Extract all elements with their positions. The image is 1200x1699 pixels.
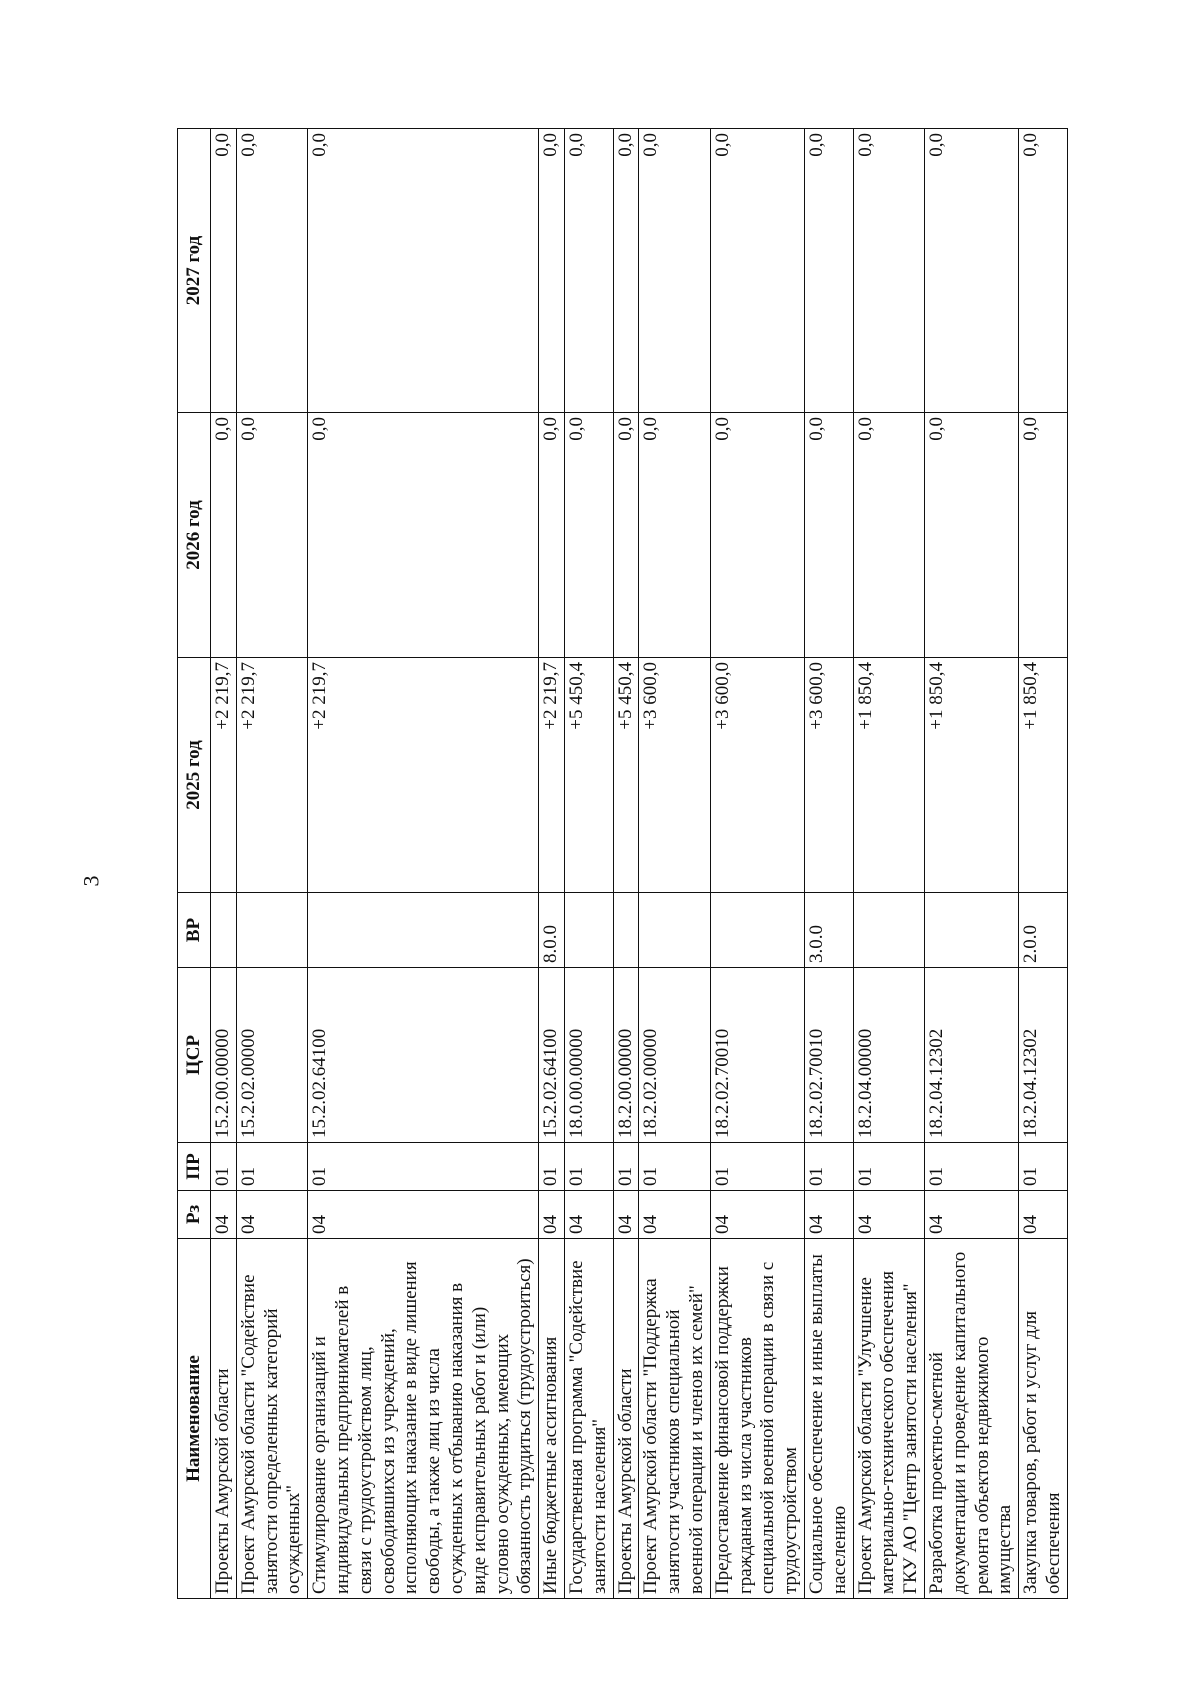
table-row	[539, 129, 565, 1599]
cell-2026: 0,0	[236, 413, 307, 658]
cell-2027: 0,0	[308, 129, 539, 413]
cell-rz: 04	[639, 1191, 710, 1239]
cell-pr: 01	[710, 1143, 804, 1191]
header-csr: ЦСР	[178, 968, 211, 1143]
cell-vr	[308, 893, 539, 968]
cell-2026: 0,0	[308, 413, 539, 658]
cell-2026: 0,0	[1019, 413, 1068, 658]
cell-csr: 18.2.04.00000	[853, 968, 924, 1143]
cell-name: Разработка проектно-сметной документации и проведение капитального ремонта объектов недвижимого имущества	[924, 1239, 1018, 1599]
table-row	[1019, 129, 1068, 1599]
cell-vr: 2.0.0	[1019, 893, 1068, 968]
cell-pr: 01	[924, 1143, 1018, 1191]
table-row	[308, 129, 539, 1599]
cell-2027: 0,0	[211, 129, 237, 413]
cell-2026: 0,0	[924, 413, 1018, 658]
cell-vr	[236, 893, 307, 968]
cell-rz: 04	[924, 1191, 1018, 1239]
table-row	[613, 129, 639, 1599]
cell-rz: 04	[211, 1191, 237, 1239]
header-2026: 2026 год	[178, 413, 211, 658]
cell-vr	[853, 893, 924, 968]
cell-2027: 0,0	[853, 129, 924, 413]
cell-csr: 18.2.00.00000	[613, 968, 639, 1143]
cell-2025: +3 600,0	[639, 658, 710, 893]
header-name: Наименование	[178, 1239, 211, 1599]
table-row	[639, 129, 710, 1599]
cell-pr: 01	[639, 1143, 710, 1191]
cell-rz: 04	[804, 1191, 853, 1239]
cell-pr: 01	[1019, 1143, 1068, 1191]
cell-rz: 04	[853, 1191, 924, 1239]
cell-vr: 3.0.0	[804, 893, 853, 968]
cell-2025: +2 219,7	[211, 658, 237, 893]
cell-2027: 0,0	[613, 129, 639, 413]
table-row	[804, 129, 853, 1599]
cell-name: Проект Амурской области "Содействие занятости определенных категорий осужденных"	[236, 1239, 307, 1599]
rotated-table-container	[177, 129, 1064, 1599]
cell-rz: 04	[1019, 1191, 1068, 1239]
cell-2025: +2 219,7	[308, 658, 539, 893]
cell-pr: 01	[853, 1143, 924, 1191]
cell-name: Проекты Амурской области	[211, 1239, 237, 1599]
cell-pr: 01	[564, 1143, 613, 1191]
cell-2025: +5 450,4	[613, 658, 639, 893]
cell-name: Иные бюджетные ассигнования	[539, 1239, 565, 1599]
cell-2027: 0,0	[539, 129, 565, 413]
page-number: 3	[78, 875, 104, 887]
table-row	[211, 129, 237, 1599]
cell-2027: 0,0	[236, 129, 307, 413]
cell-csr: 15.2.02.00000	[236, 968, 307, 1143]
cell-rz: 04	[710, 1191, 804, 1239]
cell-csr: 18.2.04.12302	[1019, 968, 1068, 1143]
cell-csr: 15.2.02.64100	[539, 968, 565, 1143]
header-2027: 2027 год	[178, 129, 211, 413]
cell-name: Проект Амурской области "Улучшение материально-технического обеспечения ГКУ АО "Центр занятости населения"	[853, 1239, 924, 1599]
cell-2026: 0,0	[539, 413, 565, 658]
table-row	[853, 129, 924, 1599]
header-vr: ВР	[178, 893, 211, 968]
cell-csr: 18.2.02.70010	[804, 968, 853, 1143]
cell-name: Проект Амурской области "Поддержка занятости участников специальной военной операции и членов их семей"	[639, 1239, 710, 1599]
cell-2027: 0,0	[710, 129, 804, 413]
cell-name: Стимулирование организаций и индивидуальных предпринимателей в связи с трудоустройством лиц, освободившихся из учреждений, исполняющих наказание в виде лишения свободы, а также лиц из числа осужденных к отбыванию наказания в виде исправительных работ и (или) условно осужденных, имеющих обязанность трудиться (трудоустроиться)	[308, 1239, 539, 1599]
cell-2027: 0,0	[564, 129, 613, 413]
cell-2026: 0,0	[804, 413, 853, 658]
table-row	[710, 129, 804, 1599]
cell-2026: 0,0	[710, 413, 804, 658]
cell-name: Социальное обеспечение и иные выплаты населению	[804, 1239, 853, 1599]
cell-rz: 04	[564, 1191, 613, 1239]
table-row	[564, 129, 613, 1599]
table-header-row	[178, 129, 211, 1599]
cell-2026: 0,0	[564, 413, 613, 658]
cell-rz: 04	[539, 1191, 565, 1239]
cell-pr: 01	[236, 1143, 307, 1191]
header-pr: ПР	[178, 1143, 211, 1191]
cell-vr: 8.0.0	[539, 893, 565, 968]
cell-2025: +2 219,7	[236, 658, 307, 893]
cell-pr: 01	[613, 1143, 639, 1191]
cell-name: Государственная программа "Содействие занятости населения"	[564, 1239, 613, 1599]
cell-name: Закупка товаров, работ и услуг для обеспечения	[1019, 1239, 1068, 1599]
cell-2027: 0,0	[1019, 129, 1068, 413]
cell-name: Проекты Амурской области	[613, 1239, 639, 1599]
cell-pr: 01	[804, 1143, 853, 1191]
cell-2025: +1 850,4	[924, 658, 1018, 893]
cell-2025: +3 600,0	[804, 658, 853, 893]
cell-2027: 0,0	[639, 129, 710, 413]
cell-2025: +3 600,0	[710, 658, 804, 893]
cell-2025: +5 450,4	[564, 658, 613, 893]
cell-2026: 0,0	[639, 413, 710, 658]
cell-2025: +2 219,7	[539, 658, 565, 893]
cell-2026: 0,0	[853, 413, 924, 658]
cell-vr	[564, 893, 613, 968]
cell-csr: 18.2.04.12302	[924, 968, 1018, 1143]
cell-vr	[710, 893, 804, 968]
cell-rz: 04	[613, 1191, 639, 1239]
cell-csr: 18.0.00.00000	[564, 968, 613, 1143]
cell-2027: 0,0	[804, 129, 853, 413]
cell-2027: 0,0	[924, 129, 1018, 413]
budget-table	[177, 128, 1068, 1599]
cell-2026: 0,0	[613, 413, 639, 658]
cell-2026: 0,0	[211, 413, 237, 658]
table-row	[236, 129, 307, 1599]
cell-vr	[924, 893, 1018, 968]
table-row	[924, 129, 1018, 1599]
table-body	[211, 129, 1068, 1599]
cell-csr: 18.2.02.70010	[710, 968, 804, 1143]
cell-rz: 04	[308, 1191, 539, 1239]
cell-pr: 01	[211, 1143, 237, 1191]
cell-csr: 18.2.02.00000	[639, 968, 710, 1143]
cell-rz: 04	[236, 1191, 307, 1239]
cell-vr	[613, 893, 639, 968]
cell-pr: 01	[308, 1143, 539, 1191]
cell-2025: +1 850,4	[1019, 658, 1068, 893]
cell-csr: 15.2.02.64100	[308, 968, 539, 1143]
cell-name: Предоставление финансовой поддержки гражданам из числа участников специальной военной операции в связи с трудоустройством	[710, 1239, 804, 1599]
header-rz: Рз	[178, 1191, 211, 1239]
cell-pr: 01	[539, 1143, 565, 1191]
header-2025: 2025 год	[178, 658, 211, 893]
cell-vr	[211, 893, 237, 968]
cell-csr: 15.2.00.00000	[211, 968, 237, 1143]
cell-vr	[639, 893, 710, 968]
cell-2025: +1 850,4	[853, 658, 924, 893]
